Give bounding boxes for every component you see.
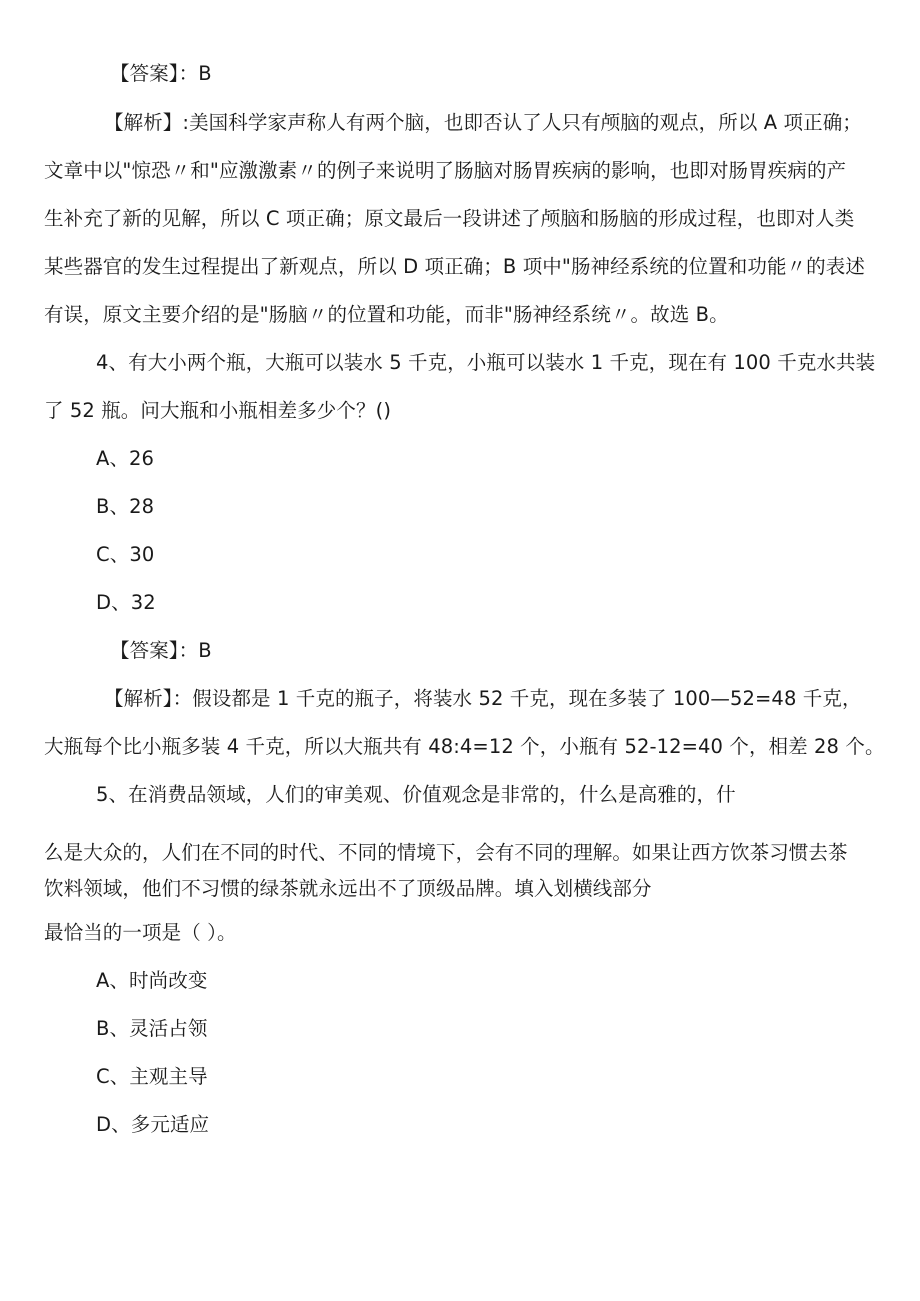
option-d-q5: D、多元适应 bbox=[96, 1113, 210, 1136]
question-4-line-1: 4、有大小两个瓶，大瓶可以装水 5 千克，小瓶可以装水 1 千克，现在有 100 千克水共装 bbox=[96, 351, 876, 374]
question-5-line-2: 么是大众的，人们在不同的时代、不同的情境下，会有不同的理解。如果让西方饮茶习惯去茶 bbox=[44, 841, 848, 864]
analysis-line-q3-3: 生补充了新的见解，所以 C 项正确；原文最后一段讲述了颅脑和肠脑的形成过程，也即对人类 bbox=[44, 207, 855, 230]
option-a-q5: A、时尚改变 bbox=[96, 969, 208, 992]
option-d-q4: D、32 bbox=[96, 591, 156, 614]
question-5-line-4: 最恰当的一项是（ ）。 bbox=[44, 921, 237, 944]
question-5-line-3: 饮料领域，他们不习惯的绿茶就永远出不了顶级品牌。填入划横线部分 bbox=[44, 877, 652, 900]
analysis-line-q3-2: 文章中以"惊恐〃和"应激激素〃的例子来说明了肠脑对肠胃疾病的影响，也即对肠胃疾病的产 bbox=[44, 159, 847, 182]
option-b-q5: B、灵活占领 bbox=[96, 1017, 208, 1040]
analysis-line-q3-5: 有误，原文主要介绍的是"肠脑〃的位置和功能，而非"肠神经系统〃。故选 B。 bbox=[44, 303, 729, 326]
option-b-q4: B、28 bbox=[96, 495, 155, 518]
option-c-q4: C、30 bbox=[96, 543, 155, 566]
answer-label-q3: 【答案】：B bbox=[110, 62, 212, 85]
question-5-line-1: 5、在消费品领域，人们的审美观、价值观念是非常的，什么是高雅的，什 bbox=[96, 783, 736, 806]
analysis-line-q3-4: 某些器官的发生过程提出了新观点，所以 D 项正确；B 项中"肠神经系统的位置和功能〃的表述 bbox=[44, 255, 865, 278]
option-c-q5: C、主观主导 bbox=[96, 1065, 208, 1088]
analysis-line-q4-1: 【解析】：假设都是 1 千克的瓶子，将装水 52 千克，现在多装了 100—52=48 千克， bbox=[104, 687, 862, 710]
question-4-line-2: 了 52 瓶。问大瓶和小瓶相差多少个？() bbox=[44, 399, 392, 422]
analysis-line-q4-2: 大瓶每个比小瓶多装 4 千克，所以大瓶共有 48:4=12 个，小瓶有 52-12=40 个，相差 28 个。 bbox=[44, 735, 885, 758]
option-a-q4: A、26 bbox=[96, 447, 155, 470]
analysis-line-q3-1: 【解析】:美国科学家声称人有两个脑，也即否认了人只有颅脑的观点，所以 A 项正确； bbox=[104, 111, 862, 134]
answer-label-q4: 【答案】：B bbox=[110, 639, 212, 662]
